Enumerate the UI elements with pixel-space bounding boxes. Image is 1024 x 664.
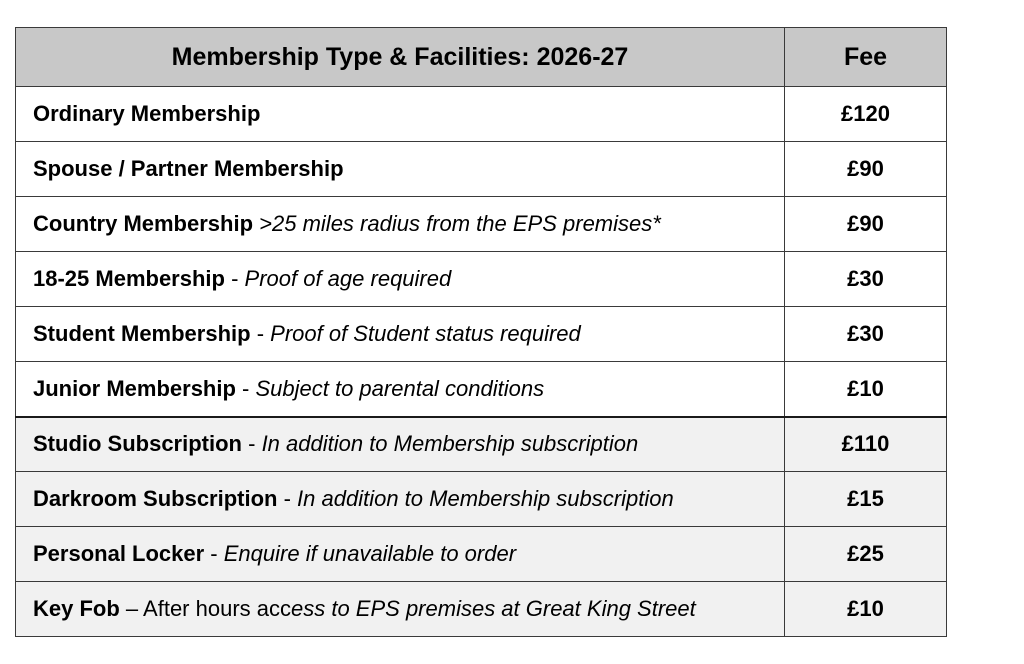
table-row (16, 87, 947, 142)
membership-description (16, 362, 785, 417)
facility-name: Key Fob (33, 596, 120, 621)
membership-name: Spouse / Partner Membership (33, 156, 344, 181)
facility-fee: £10 (785, 582, 947, 637)
membership-fee: £120 (785, 87, 947, 142)
facility-name: Darkroom Subscription (33, 486, 278, 511)
facility-description (16, 417, 785, 472)
membership-description (16, 197, 785, 252)
table-row (16, 582, 947, 637)
facility-note-plain: After hours acc (143, 596, 291, 621)
facility-note: Enquire if unavailable to order (223, 541, 517, 566)
membership-fee: £90 (785, 197, 947, 252)
separator: - (242, 431, 262, 457)
membership-fee: £90 (785, 142, 947, 197)
facility-name: Studio Subscription (33, 431, 242, 457)
facility-description (16, 527, 785, 582)
facility-note: In addition to Membership subscription (261, 431, 639, 457)
separator: - (235, 375, 256, 401)
separator: - (277, 486, 298, 511)
table-row (16, 307, 947, 362)
table-row (16, 197, 947, 252)
separator: - (204, 541, 224, 566)
facility-description (16, 472, 785, 527)
table-row (16, 472, 947, 527)
membership-name: Student Membership (33, 321, 251, 346)
membership-description (16, 307, 785, 362)
facility-note: In addition to Membership subscription (297, 486, 674, 511)
membership-name: Ordinary Membership (33, 101, 261, 126)
facility-fee: £25 (785, 527, 947, 582)
membership-description (16, 252, 785, 307)
membership-description (16, 142, 785, 197)
table-row (16, 417, 947, 472)
membership-name: Junior Membership (33, 375, 236, 401)
facility-name: Personal Locker (33, 541, 205, 566)
membership-name: 18-25 Membership (33, 266, 225, 291)
membership-note: Proof of Student status required (270, 321, 581, 346)
facility-fee: £15 (785, 472, 947, 527)
separator: - (224, 266, 245, 291)
table-row (16, 142, 947, 197)
table-row (16, 362, 947, 417)
header-membership-type: Membership Type & Facilities: 2026-27 (16, 28, 785, 87)
membership-fees-table (15, 27, 947, 637)
membership-name: Country Membership (33, 211, 254, 236)
table-row (16, 252, 947, 307)
membership-note: >25 miles radius from the EPS premises* (259, 211, 661, 236)
membership-fee: £30 (785, 252, 947, 307)
membership-fee: £30 (785, 307, 947, 362)
facility-note: ess to EPS premises at Great King Street (291, 596, 696, 621)
header-fee: Fee (785, 28, 947, 87)
membership-note: Subject to parental conditions (255, 375, 545, 401)
separator: – (119, 596, 144, 621)
facility-description (16, 582, 785, 637)
facility-fee: £110 (785, 417, 947, 472)
membership-fee: £10 (785, 362, 947, 417)
membership-note: Proof of age required (244, 266, 452, 291)
membership-description (16, 87, 785, 142)
separator: - (250, 321, 271, 346)
table-row (16, 527, 947, 582)
table-header-row (16, 28, 947, 87)
